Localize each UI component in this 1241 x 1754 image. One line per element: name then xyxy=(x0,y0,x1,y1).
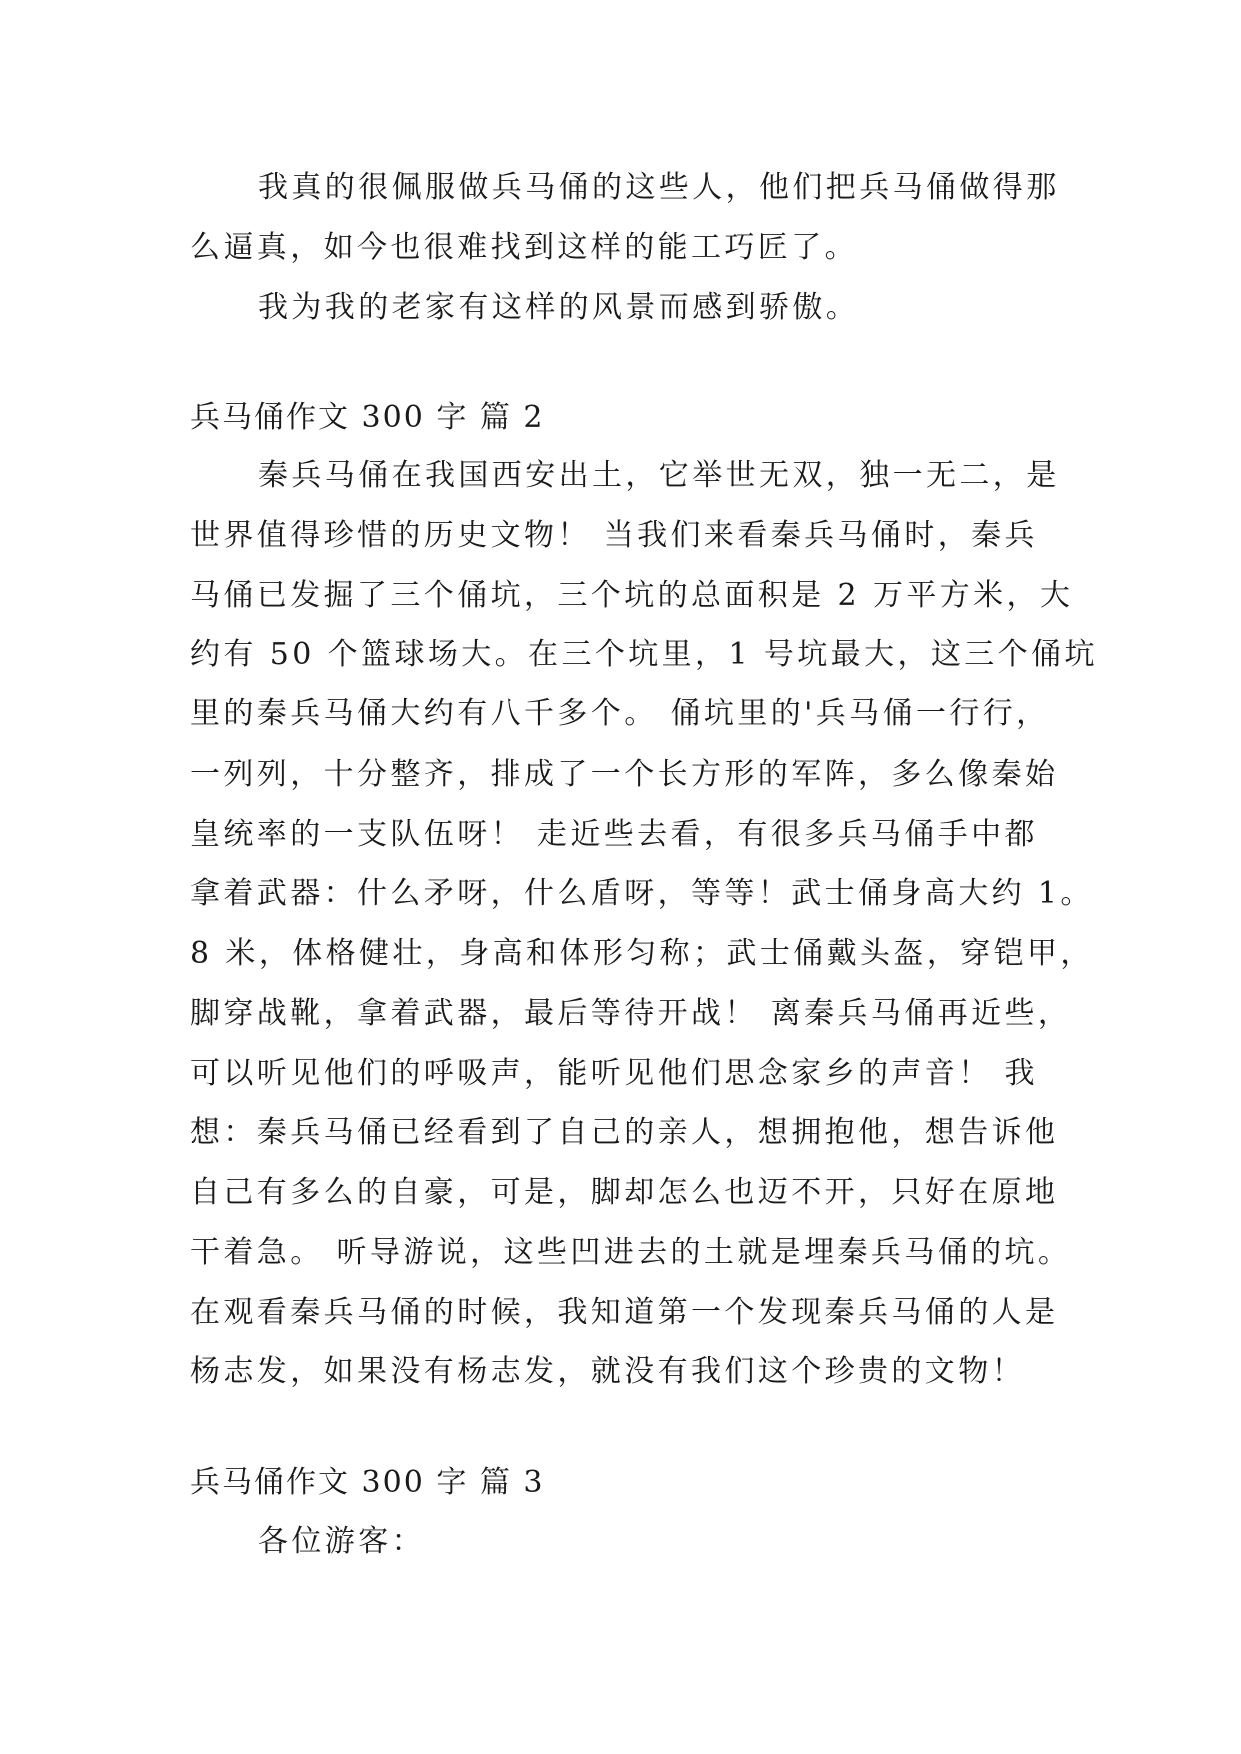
paragraph-line: 秦兵马俑在我国西安出土，它举世无双，独一无二，是 xyxy=(258,458,1060,493)
paragraph-line: 自己有多么的自豪，可是，脚却怎么也迈不开，只好在原地 xyxy=(190,1175,1059,1210)
paragraph-line: 各位游客： xyxy=(258,1524,425,1559)
paragraph-line: 在观看秦兵马俑的时候，我知道第一个发现秦兵马俑的人是 xyxy=(190,1295,1059,1330)
paragraph-line: 脚穿战靴，拿着武器，最后等待开战！ 离秦兵马俑再近些， xyxy=(190,996,1072,1031)
paragraph-line: 杨志发，如果没有杨志发，就没有我们这个珍贵的文物！ xyxy=(190,1354,1025,1389)
paragraph-line: 我真的很佩服做兵马俑的这些人，他们把兵马俑做得那 xyxy=(258,170,1060,205)
paragraph-line: 拿着武器：什么矛呀，什么盾呀，等等！武士俑身高大约 1。 xyxy=(190,876,1094,911)
paragraph-line: 马俑已发掘了三个俑坑，三个坑的总面积是 2 万平方米，大 xyxy=(190,578,1074,613)
paragraph-line: 皇统率的一支队伍呀！ 走近些去看，有很多兵马俑手中都 xyxy=(190,817,1038,852)
paragraph-line: 约有 50 个篮球场大。在三个坑里，1 号坑最大，这三个俑坑 xyxy=(190,637,1098,672)
paragraph-line: 8 米，体格健壮，身高和体形匀称；武士俑戴头盔，穿铠甲， xyxy=(190,936,1094,971)
paragraph-line: 么逼真，如今也很难找到这样的能工巧匠了。 xyxy=(190,230,858,265)
section-heading: 兵马俑作文 300 字 篇 2 xyxy=(190,400,545,435)
paragraph-line: 世界值得珍惜的历史文物！ 当我们来看秦兵马俑时，秦兵 xyxy=(190,518,1038,553)
section-heading: 兵马俑作文 300 字 篇 3 xyxy=(190,1465,545,1500)
paragraph-line: 一列列，十分整齐，排成了一个长方形的军阵，多么像秦始 xyxy=(190,757,1059,792)
paragraph-line: 可以听见他们的呼吸声，能听见他们思念家乡的声音！ 我 xyxy=(190,1056,1038,1091)
paragraph-line: 我为我的老家有这样的风景而感到骄傲。 xyxy=(258,290,860,325)
paragraph-line: 想：秦兵马俑已经看到了自己的亲人，想拥抱他，想告诉他 xyxy=(190,1115,1059,1150)
paragraph-line: 干着急。 听导游说，这些凹进去的土就是埋秦兵马俑的坑。 xyxy=(190,1235,1072,1270)
paragraph-line: 里的秦兵马俑大约有八千多个。 俑坑里的'兵马俑一行行， xyxy=(190,696,1050,731)
